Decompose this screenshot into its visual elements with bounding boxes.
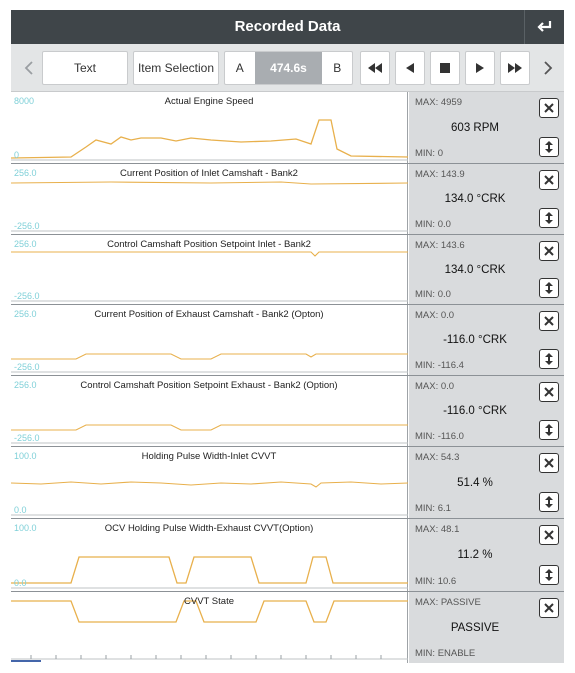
current-value: 51.4 %	[457, 477, 493, 489]
graph-title: Control Camshaft Position Setpoint Inlet - Bank2	[107, 239, 311, 250]
step-back-icon	[404, 62, 416, 74]
max-value: MAX: 48.1	[415, 524, 460, 535]
graph-title: CVVT State	[184, 596, 234, 607]
current-value: 134.0 °CRK	[444, 264, 506, 276]
value-panel	[409, 235, 564, 304]
cursor-b-button[interactable]: B	[333, 61, 342, 75]
y-max-label: 100.0	[14, 451, 37, 461]
max-value: MAX: 143.9	[415, 169, 465, 180]
y-max-label: 100.0	[14, 523, 37, 533]
value-panel	[409, 92, 564, 163]
graph-title: OCV Holding Pulse Width-Exhaust CVVT(Option)	[104, 523, 314, 534]
remove-item-button[interactable]	[539, 241, 559, 261]
remove-item-button[interactable]	[539, 382, 559, 402]
y-max-label: 8000	[14, 96, 35, 106]
scroll-right-button[interactable]	[536, 51, 560, 85]
y-max-label: 256.0	[14, 380, 37, 390]
max-value: MAX: 143.6	[415, 240, 465, 251]
current-value: -116.0 °CRK	[443, 405, 507, 417]
min-value: MIN: -116.0	[415, 431, 464, 442]
close-icon	[543, 457, 555, 469]
cursor-time-display: 474.6s	[255, 52, 323, 84]
graph-area	[11, 376, 408, 446]
remove-item-button[interactable]	[539, 311, 559, 331]
value-panel	[409, 305, 564, 375]
value-panel	[409, 376, 564, 446]
up-down-arrow-icon	[544, 495, 554, 509]
up-down-arrow-icon	[544, 568, 554, 582]
scroll-left-button[interactable]	[17, 51, 41, 85]
fast-forward-icon	[507, 62, 523, 74]
graph-title: Holding Pulse Width-Inlet CVVT	[141, 451, 277, 462]
graph-title: Current Position of Inlet Camshaft - Bank2	[120, 168, 298, 179]
back-button[interactable]	[524, 10, 564, 44]
close-icon	[543, 386, 555, 398]
data-panel	[11, 376, 564, 447]
close-icon	[543, 315, 555, 327]
fast-rewind-button[interactable]	[360, 51, 390, 85]
fast-rewind-icon	[367, 62, 383, 74]
toolbar	[11, 44, 564, 92]
remove-item-button[interactable]	[539, 170, 559, 190]
up-down-arrow-icon	[544, 281, 554, 295]
y-min-label: -256.0	[14, 362, 40, 372]
close-icon	[543, 602, 555, 614]
up-down-arrow-icon	[544, 352, 554, 366]
data-panel	[11, 305, 564, 376]
graph-title: Control Camshaft Position Setpoint Exhaust - Bank2 (Option)	[80, 380, 338, 391]
graph-area	[11, 305, 408, 375]
stop-button[interactable]	[430, 51, 460, 85]
close-icon	[543, 245, 555, 257]
step-back-button[interactable]	[395, 51, 425, 85]
chevron-right-icon	[543, 60, 553, 76]
scale-button[interactable]	[539, 565, 559, 585]
value-panel	[409, 164, 564, 234]
data-panel	[11, 592, 564, 663]
current-value: PASSIVE	[450, 622, 500, 634]
value-panel	[409, 519, 564, 591]
y-min-label: 0.0	[14, 578, 27, 588]
value-panel	[409, 592, 564, 663]
graph-title: Current Position of Exhaust Camshaft - Bank2 (Opton)	[94, 309, 324, 320]
data-panel	[11, 519, 564, 592]
max-value: MAX: 54.3	[415, 452, 460, 463]
return-arrow-icon	[536, 19, 554, 35]
scale-button[interactable]	[539, 137, 559, 157]
max-value: MAX: PASSIVE	[415, 597, 481, 608]
min-value: MIN: 0.0	[415, 219, 451, 230]
graph-area	[11, 164, 408, 234]
close-icon	[543, 174, 555, 186]
cursor-group	[224, 51, 353, 85]
data-panel	[11, 92, 564, 164]
min-value: MIN: 0.0	[415, 289, 451, 300]
play-icon	[474, 62, 486, 74]
y-min-label: -256.0	[14, 433, 40, 443]
scale-button[interactable]	[539, 492, 559, 512]
text-button[interactable]: Text	[42, 51, 128, 85]
data-panel	[11, 164, 564, 235]
remove-item-button[interactable]	[539, 98, 559, 118]
min-value: MIN: 0	[415, 148, 443, 159]
page-title: Recorded Data	[234, 18, 341, 35]
y-max-label: 256.0	[14, 168, 37, 178]
current-value: -116.0 °CRK	[443, 334, 507, 346]
min-value: MIN: 10.6	[415, 576, 457, 587]
close-icon	[543, 102, 555, 114]
y-max-label: 256.0	[14, 239, 37, 249]
remove-item-button[interactable]	[539, 453, 559, 473]
graph-area	[11, 519, 408, 591]
up-down-arrow-icon	[544, 211, 554, 225]
current-value: 134.0 °CRK	[444, 193, 506, 205]
value-panel	[409, 447, 564, 518]
graph-title: Actual Engine Speed	[164, 96, 254, 107]
stop-icon	[439, 62, 451, 74]
scale-button[interactable]	[539, 349, 559, 369]
scale-button[interactable]	[539, 278, 559, 298]
graph-area	[11, 235, 408, 304]
current-value: 603 RPM	[451, 122, 499, 134]
min-value: MIN: -116.4	[415, 360, 464, 371]
data-panel	[11, 447, 564, 519]
title-bar	[11, 10, 564, 44]
remove-item-button[interactable]	[539, 598, 559, 618]
cursor-a-button[interactable]: A	[235, 61, 244, 75]
y-min-label: -256.0	[14, 291, 40, 301]
item-selection-button[interactable]: Item Selection	[133, 51, 219, 85]
graph-area	[11, 92, 408, 163]
remove-item-button[interactable]	[539, 525, 559, 545]
min-value: MIN: 6.1	[415, 503, 451, 514]
scale-button[interactable]	[539, 420, 559, 440]
max-value: MAX: 0.0	[415, 310, 455, 321]
play-button[interactable]	[465, 51, 495, 85]
max-value: MAX: 4959	[415, 97, 462, 108]
up-down-arrow-icon	[544, 140, 554, 154]
min-value: MIN: ENABLE	[415, 648, 476, 659]
y-min-label: 0	[14, 150, 20, 160]
chevron-left-icon	[24, 60, 34, 76]
y-max-label: 256.0	[14, 309, 37, 319]
up-down-arrow-icon	[544, 423, 554, 437]
y-min-label: -256.0	[14, 221, 40, 231]
current-value: 11.2 %	[457, 549, 493, 561]
graph-area	[11, 447, 408, 518]
close-icon	[543, 529, 555, 541]
max-value: MAX: 0.0	[415, 381, 455, 392]
y-min-label: 0.0	[14, 505, 27, 515]
fast-forward-button[interactable]	[500, 51, 530, 85]
graph-area	[11, 592, 408, 663]
scale-button[interactable]	[539, 208, 559, 228]
data-panel	[11, 235, 564, 305]
